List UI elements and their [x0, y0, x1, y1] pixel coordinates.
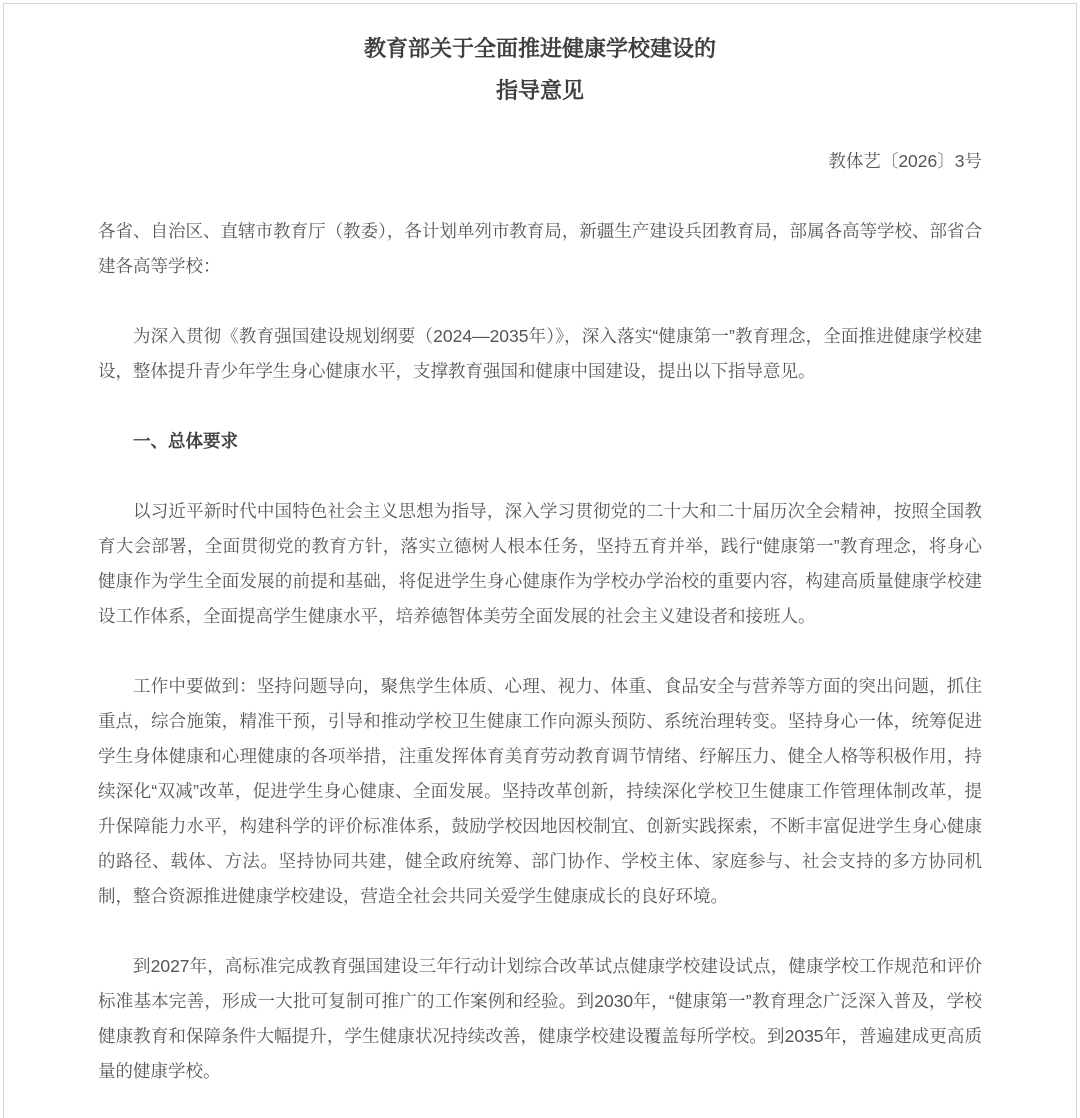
- page-title-line2: 指导意见: [495, 78, 584, 103]
- section-heading-overall-requirements: 一、总体要求: [133, 431, 238, 451]
- page-title: [98, 28, 982, 112]
- doc-number: 教体艺〔2026〕3号: [828, 151, 982, 171]
- intro-paragraph: 为深入贯彻《教育强国建设规划纲要（2024—2035年）》，深入落实“健康第一”教育理念，全面推进健康学校建设，整体提升青少年学生身心健康水平，支撑教育强国和健康中国建设，提出以下指导意见。: [98, 326, 982, 381]
- body-paragraph-work-principles: 工作中要做到：坚持问题导向，聚焦学生体质、心理、视力、体重、食品安全与营养等方面的突出问题，抓住重点，综合施策，精准干预，引导和推动学校卫生健康工作向源头预防、系统治理转变。坚持身心一体，统筹促进学生身体健康和心理健康的各项举措，注重发挥体育美育劳动教育调节情绪、纾解压力、健全人格等积极作用，持续深化“双减”改革，促进学生身心健康、全面发展。坚持改革创新，持续深化学校卫生健康工作管理体制改革，提升保障能力水平，构建科学的评价标准体系，鼓励学校因地因校制宜、创新实践探索，不断丰富促进学生身心健康的路径、载体、方法。坚持协同共建，健全政府统筹、部门协作、学校主体、家庭参与、社会支持的多方协同机制，整合资源推进健康学校建设，营造全社会共同关爱学生健康成长的良好环境。: [98, 676, 982, 906]
- body-paragraph-guiding-ideology: 以习近平新时代中国特色社会主义思想为指导，深入学习贯彻党的二十大和二十届历次全会精神，按照全国教育大会部署，全面贯彻党的教育方针，落实立德树人根本任务，坚持五育并举，践行“健康第一”教育理念，将身心健康作为学生全面发展的前提和基础，将促进学生身心健康作为学校办学治校的重要内容，构建高质量健康学校建设工作体系，全面提高学生健康水平，培养德智体美劳全面发展的社会主义建设者和接班人。: [98, 501, 982, 626]
- document-page: [3, 3, 1077, 1118]
- salutation-paragraph: 各省、自治区、直辖市教育厅（教委），各计划单列市教育局，新疆生产建设兵团教育局，部属各高等学校、部省合建各高等学校：: [98, 221, 982, 276]
- body-paragraph-goals-timeline: 到2027年，高标准完成教育强国建设三年行动计划综合改革试点健康学校建设试点，健康学校工作规范和评价标准基本完善，形成一大批可复制可推广的工作案例和经验。到2030年，“健康第一”教育理念广泛深入普及，学校健康教育和保障条件大幅提升，学生健康状况持续改善，健康学校建设覆盖每所学校。到2035年，普遍建成更高质量的健康学校。: [98, 956, 982, 1081]
- page-title-line1: 教育部关于全面推进健康学校建设的: [363, 36, 716, 61]
